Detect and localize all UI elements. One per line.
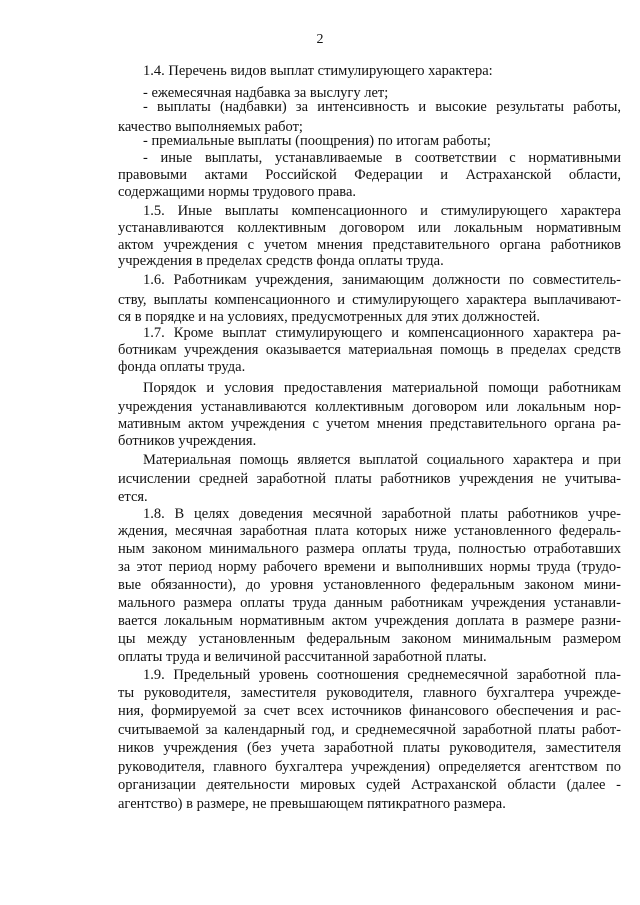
text-line: 1.7. Кроме выплат стимулирующего и компенсационного характера ра- [143, 325, 621, 341]
text-line: за этот период норму рабочего времени и выполнивших нормы труда (трудо- [118, 559, 621, 575]
text-line: 1.5. Иные выплаты компенсационного и стимулирующего характера [143, 203, 621, 219]
text-line: актом учреждения с учетом мнения представительного органа работников [118, 237, 621, 253]
page-number: 2 [316, 32, 324, 47]
text-line: 1.8. В целях доведения месячной заработной платы работников учре- [143, 506, 621, 522]
text-line: мативным актом учреждения с учетом мнения представительного органа ра- [118, 416, 621, 432]
text-line: содержащими нормы трудового права. [118, 184, 357, 200]
text-line: мального размера оплаты труда данным работникам учреждения устанавли- [118, 595, 621, 611]
text-line: - иные выплаты, устанавливаемые в соответствии с нормативными [143, 150, 621, 166]
text-line: устанавливаются коллективным договором или локальным нормативным [118, 220, 621, 236]
text-line: цы между установленным федеральным законом минимальным размером [118, 631, 621, 647]
text-line: ния, формируемой за счет всех источников финансового обеспечения и рас- [118, 703, 621, 719]
text-line: 1.4. Перечень видов выплат стимулирующего характера: [143, 63, 493, 79]
text-line: 1.9. Предельный уровень соотношения среднемесячной заработной пла- [143, 667, 621, 683]
text-line: вые обязанности), до уровня установленного федеральным законом мини- [118, 577, 621, 593]
text-line: ству, выплаты компенсационного и стимулирующего характера выплачивают- [118, 292, 621, 308]
text-line: учреждения устанавливаются коллективным договором или локальным нор- [118, 399, 621, 415]
text-line: ботников учреждения. [118, 433, 257, 449]
text-line: ты руководителя, заместителя руководителя, главного бухгалтера учрежде- [118, 685, 621, 701]
text-line: правовыми актами Российской Федерации и Астраханской области, [118, 167, 621, 183]
text-line: агентство) в размере, не превышающем пятикратного размера. [118, 796, 506, 812]
text-line: учреждения в пределах средств фонда оплаты труда. [118, 253, 444, 269]
text-line: Порядок и условия предоставления материальной помощи работникам [143, 380, 621, 396]
text-line: Материальная помощь является выплатой социального характера и при [143, 452, 621, 468]
text-line: исчислении средней заработной платы работников учреждения не учитыва- [118, 471, 621, 487]
text-line: считываемой за календарный год, и среднемесячной заработной платы работ- [118, 722, 621, 738]
text-line: фонда оплаты труда. [118, 359, 246, 375]
text-line: оплаты труда и величиной рассчитанной заработной платы. [118, 649, 487, 665]
text-line: ется. [118, 489, 148, 505]
text-line: ников учреждения (без учета заработной платы руководителя, заместителя [118, 740, 621, 756]
text-line: - выплаты (надбавки) за интенсивность и высокие результаты работы, [143, 99, 621, 115]
text-line: - премиальные выплаты (поощрения) по итогам работы; [143, 133, 491, 149]
text-line: вается локальным нормативным актом учреждения доплата в размере разни- [118, 613, 621, 629]
text-line: качество выполняемых работ; [118, 119, 303, 135]
text-line: 1.6. Работникам учреждения, занимающим должности по совместитель- [143, 272, 621, 288]
text-line: ся в порядке и на условиях, предусмотренных для этих должностей. [118, 309, 541, 325]
text-line: руководителя, главного бухгалтера учреждения) определяется агентством по [118, 759, 621, 775]
text-line: организации деятельности мировых судей Астраханской области (далее - [118, 777, 621, 793]
text-line: ботникам учреждения оказывается материальная помощь в пределах средств [118, 342, 621, 358]
text-line: ждения, месячная заработная плата которых ниже установленного федераль- [118, 523, 621, 539]
text-line: ным законом минимального размера оплаты труда, полностью отработавших [118, 541, 621, 557]
text-line: - ежемесячная надбавка за выслугу лет; [143, 85, 389, 101]
